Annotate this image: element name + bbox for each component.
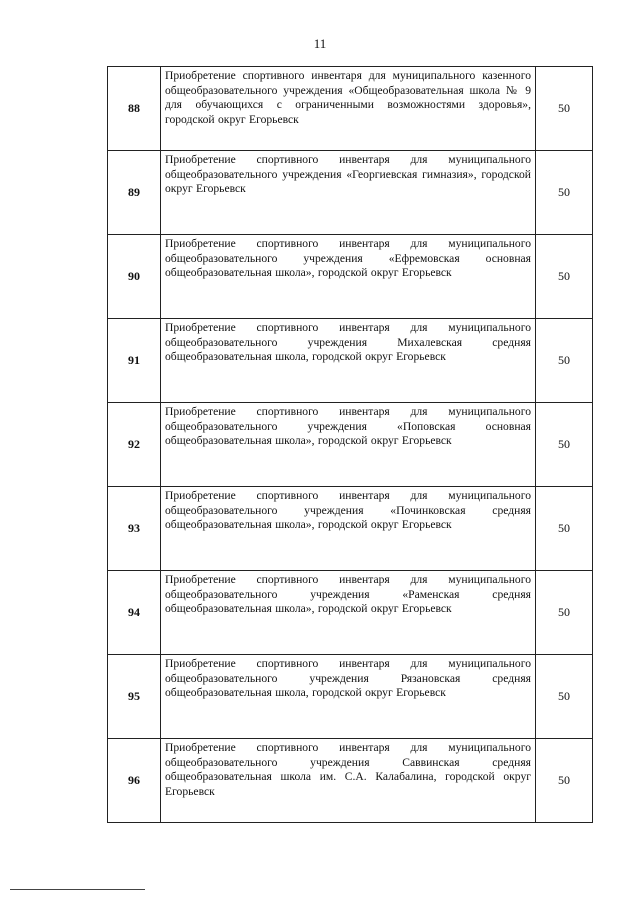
table-row — [108, 655, 593, 739]
table-row — [108, 151, 593, 235]
row-description: Приобретение спортивного инвентаря для муниципального общеобразовательного учреждения Михалевская средняя общеобразовательная школа, городской округ Егорьевск — [161, 319, 536, 403]
row-description: Приобретение спортивного инвентаря для муниципального общеобразовательного учреждения «Ефремовская основная общеобразовательная школа», городской округ Егорьевск — [161, 235, 536, 319]
table-row — [108, 739, 593, 823]
row-number: 91 — [108, 319, 161, 403]
row-description: Приобретение спортивного инвентаря для муниципального общеобразовательного учреждения «Починковская средняя общеобразовательная школа», городской округ Егорьевск — [161, 487, 536, 571]
row-amount: 50 — [536, 655, 593, 739]
row-amount: 50 — [536, 739, 593, 823]
table-row — [108, 487, 593, 571]
row-amount: 50 — [536, 319, 593, 403]
page-number: 11 — [313, 36, 327, 51]
row-number: 90 — [108, 235, 161, 319]
expense-table — [107, 66, 593, 823]
row-description: Приобретение спортивного инвентаря для муниципального общеобразовательного учреждения «Раменская средняя общеобразовательная школа», городской округ Егорьевск — [161, 571, 536, 655]
row-amount: 50 — [536, 151, 593, 235]
row-amount: 50 — [536, 67, 593, 151]
row-description: Приобретение спортивного инвентаря для муниципального общеобразовательного учреждения «Поповская основная общеобразовательная школа», городской округ Егорьевск — [161, 403, 536, 487]
row-description: Приобретение спортивного инвентаря для муниципального общеобразовательного учреждения Рязановская средняя общеобразовательная школа, городской округ Егорьевск — [161, 655, 536, 739]
row-amount: 50 — [536, 487, 593, 571]
table-row — [108, 319, 593, 403]
table-row — [108, 571, 593, 655]
row-amount: 50 — [536, 571, 593, 655]
table-row — [108, 235, 593, 319]
row-description: Приобретение спортивного инвентаря для муниципального общеобразовательного учреждения Саввинская средняя общеобразовательная школа им. С.А. Калабалина, городской округ Егорьевск — [161, 739, 536, 823]
row-description: Приобретение спортивного инвентаря для муниципального общеобразовательного учреждения «Георгиевская гимназия», городской округ Егорьевск — [161, 151, 536, 235]
row-number: 89 — [108, 151, 161, 235]
row-number: 92 — [108, 403, 161, 487]
row-number: 93 — [108, 487, 161, 571]
row-amount: 50 — [536, 235, 593, 319]
row-description: Приобретение спортивного инвентаря для муниципального казенного общеобразовательного учреждения «Общеобразовательная школа № 9 для обучающихся с ограниченными возможностями здоровья», городской округ Егорьевск — [161, 67, 536, 151]
row-number: 95 — [108, 655, 161, 739]
table-row — [108, 403, 593, 487]
row-number: 88 — [108, 67, 161, 151]
row-number: 94 — [108, 571, 161, 655]
row-number: 96 — [108, 739, 161, 823]
footnote-separator — [10, 889, 145, 890]
row-amount: 50 — [536, 403, 593, 487]
table-row — [108, 67, 593, 151]
